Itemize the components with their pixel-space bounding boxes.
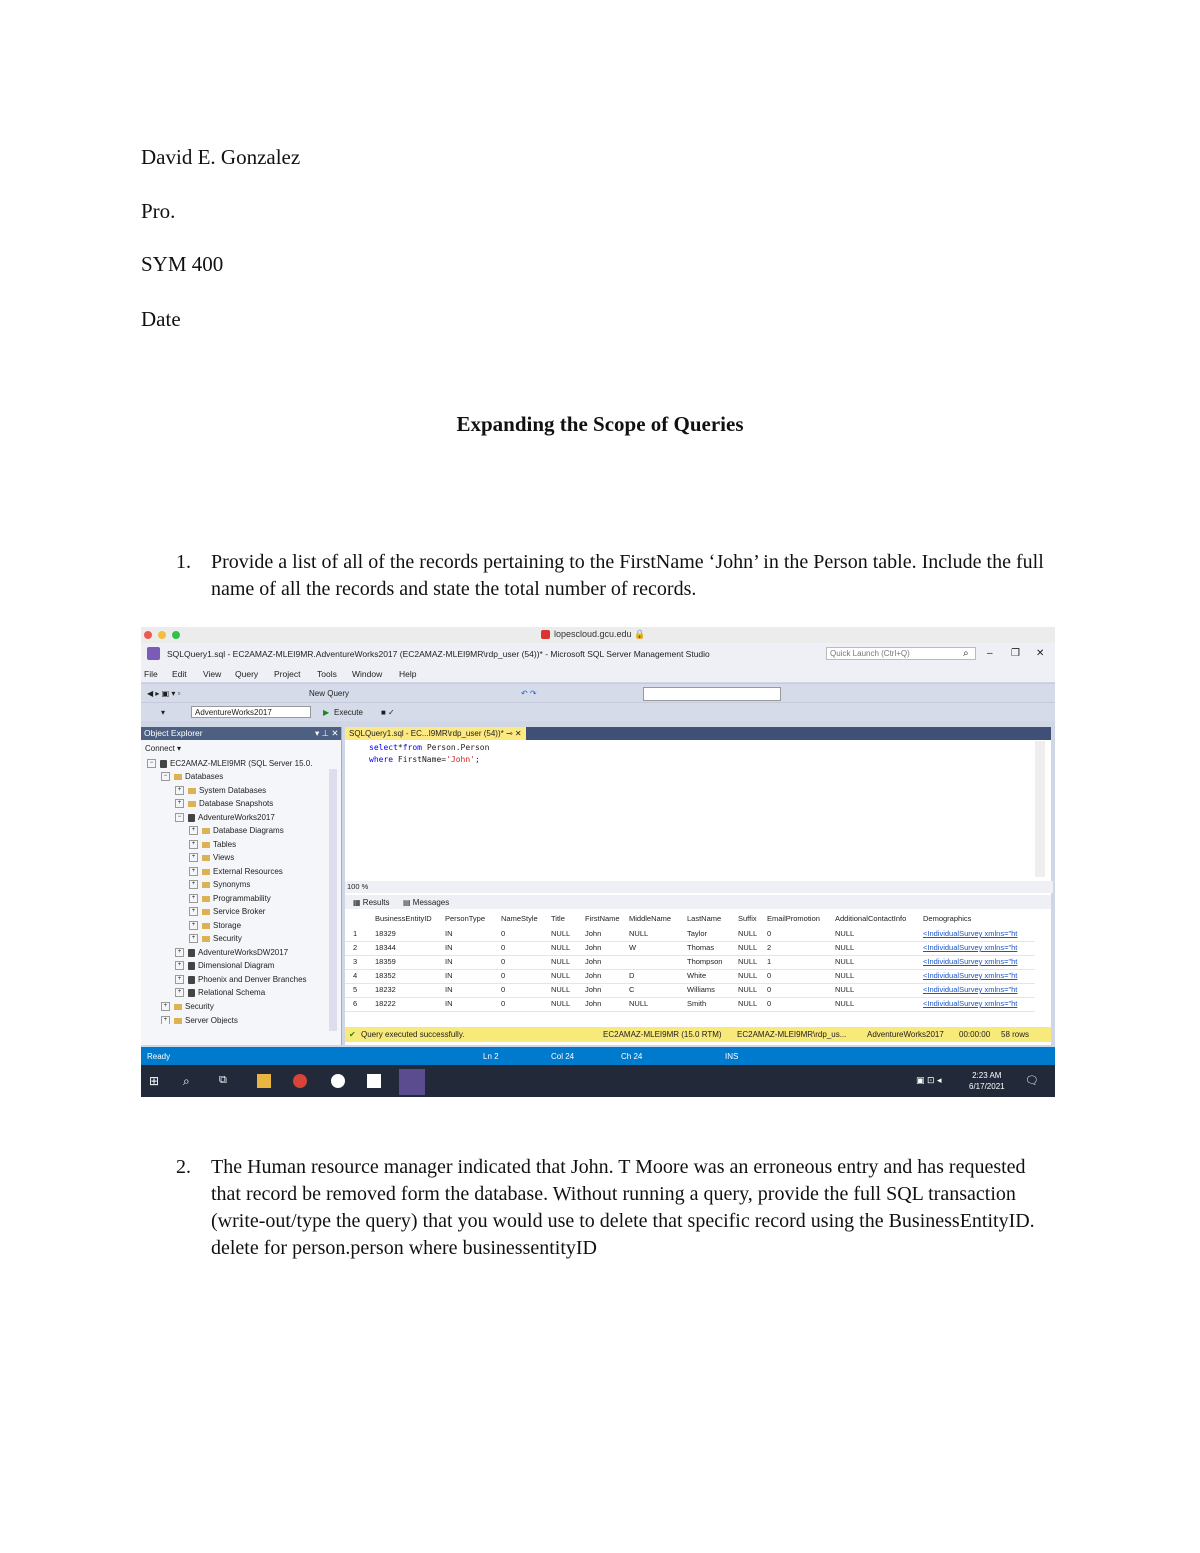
table-cell: 2 (767, 943, 772, 952)
column-header[interactable]: PersonType (445, 914, 486, 923)
table-row[interactable] (345, 955, 1035, 956)
query-status: Query executed successfully. (361, 1030, 465, 1039)
table-cell: IN (445, 943, 453, 952)
table-cell: NULL (835, 957, 855, 966)
table-cell: NULL (738, 985, 758, 994)
table-row[interactable] (345, 983, 1035, 984)
tree-item[interactable]: + Phoenix and Denver Branches (175, 975, 307, 984)
question-text: The Human resource manager indicated that John. T Moore was an erroneous entry and has requested that record be removed form the database. Without running a query, provide the full SQL transaction (write-out/type the query) that you would use to delete that specific record using the BusinessEntityID. delete for person.person where businessentityID (211, 1156, 1035, 1259)
tree-item[interactable]: + Security (161, 1002, 214, 1011)
query-tab[interactable]: SQLQuery1.sql - EC...I9MR\rdp_user (54))* ⊸ ✕ (345, 727, 526, 740)
column-header[interactable]: EmailPromotion (767, 914, 820, 923)
table-row[interactable] (345, 941, 1035, 942)
close-dot-icon[interactable] (144, 631, 152, 639)
column-header[interactable]: AdditionalContactInfo (835, 914, 907, 923)
table-cell: Thompson (687, 957, 723, 966)
table-cell: 18329 (375, 929, 396, 938)
window-title: SQLQuery1.sql - EC2AMAZ-MLEI9MR.AdventureWorks2017 (EC2AMAZ-MLEI9MR\rdp_user (54))* - Microsoft SQL Server Management Studio (167, 649, 710, 659)
table-cell: White (687, 971, 707, 980)
execute-button[interactable]: Execute (334, 708, 363, 717)
ssms-task-icon[interactable] (399, 1069, 425, 1095)
table-cell: John (585, 943, 602, 952)
object-explorer (141, 727, 342, 1045)
results-tab[interactable]: ▦ Results (353, 898, 390, 907)
table-cell: John (585, 999, 602, 1008)
tree-item[interactable]: + Relational Schema (175, 988, 265, 997)
standard-toolbar (141, 683, 1055, 702)
row-number[interactable]: 1 (353, 929, 358, 938)
restore-icon[interactable]: ❐ (1011, 648, 1020, 659)
code-line-1[interactable]: select*from Person.Person (369, 743, 490, 752)
menu-bar (141, 665, 1055, 682)
results-tabs (345, 895, 1051, 909)
table-cell: NULL (835, 999, 855, 1008)
minimize-icon[interactable]: – (987, 648, 993, 659)
table-cell: 1 (767, 957, 772, 966)
table-cell: 18222 (375, 999, 396, 1008)
table-cell[interactable]: <IndividualSurvey xmlns="ht (923, 929, 1018, 938)
tree-server[interactable]: − EC2AMAZ-MLEI9MR (SQL Server 15.0. (147, 759, 312, 768)
question-text: Provide a list of all of the records pertaining to the FirstName ‘John’ in the Person table. Include the full name of all the records and state the total number of records. (211, 551, 1044, 600)
messages-tab[interactable]: ▤ Messages (403, 898, 450, 907)
table-cell: NULL (738, 971, 758, 980)
table-cell: 0 (767, 929, 772, 938)
column-header[interactable]: Suffix (738, 914, 757, 923)
filter-icon[interactable]: ▾ (161, 708, 166, 717)
insert-mode: INS (725, 1052, 739, 1061)
table-cell: NULL (629, 929, 649, 938)
table-cell: 0 (501, 971, 506, 980)
table-cell: IN (445, 971, 453, 980)
column-header[interactable]: LastName (687, 914, 722, 923)
column-header[interactable]: Title (551, 914, 565, 923)
table-cell: 18352 (375, 971, 396, 980)
windows-taskbar (141, 1065, 1055, 1097)
table-cell: IN (445, 999, 453, 1008)
row-number[interactable]: 4 (353, 971, 358, 980)
table-cell: 0 (501, 999, 506, 1008)
results-grid (345, 911, 1051, 1021)
table-cell: NULL (835, 985, 855, 994)
file-explorer-icon[interactable] (257, 1074, 271, 1088)
table-cell: NULL (551, 971, 571, 980)
menu-project[interactable]: Project (274, 669, 301, 679)
lock-icon: 🔒 (634, 629, 646, 639)
database-select[interactable]: AdventureWorks2017 (191, 706, 311, 718)
question-number: 2. (176, 1156, 191, 1178)
menu-view[interactable]: View (203, 669, 222, 679)
object-explorer-header: Object Explorer ▾ ⊥ ✕ (141, 727, 341, 740)
table-cell: 0 (767, 971, 772, 980)
browser-url[interactable]: lopescloud.gcu.edu 🔒 (541, 629, 645, 640)
status-user: EC2AMAZ-MLEI9MR\rdp_us... (737, 1030, 847, 1039)
ready-text: Ready (147, 1052, 171, 1061)
table-cell: Smith (687, 999, 707, 1008)
table-cell: 0 (501, 943, 506, 952)
tree-item[interactable]: + Service Broker (189, 907, 265, 916)
table-cell: Taylor (687, 929, 708, 938)
table-row[interactable] (345, 1011, 1035, 1012)
tree-item[interactable]: + Security (189, 934, 242, 943)
status-rows: 58 rows (1001, 1030, 1030, 1039)
tree-item[interactable]: + Database Diagrams (189, 826, 284, 835)
status-time: 00:00:00 (959, 1030, 991, 1039)
table-cell: C (629, 985, 635, 994)
table-cell: NULL (738, 943, 758, 952)
question-number: 1. (176, 551, 191, 573)
tray-icons[interactable]: ▣ ⊡ ◂ (916, 1075, 942, 1085)
table-cell: John (585, 957, 602, 966)
table-cell[interactable]: <IndividualSurvey xmlns="ht (923, 957, 1018, 966)
table-cell: John (585, 971, 602, 980)
table-cell: NULL (551, 999, 571, 1008)
execute-icon: ▶ (323, 708, 330, 717)
menu-edit[interactable]: Edit (172, 669, 187, 679)
tree-item[interactable]: + Database Snapshots (175, 799, 273, 808)
connect-button[interactable]: Connect ▾ (145, 744, 182, 753)
table-cell: NULL (551, 985, 571, 994)
menu-window[interactable]: Window (352, 669, 383, 679)
tree-item[interactable]: + Programmability (189, 894, 271, 903)
search-icon[interactable]: ⌕ (183, 1074, 190, 1088)
table-cell: NULL (835, 929, 855, 938)
toolbar-search-box[interactable] (643, 687, 781, 701)
table-cell: John (585, 985, 602, 994)
messages-icon: ▤ (403, 898, 411, 907)
tree-item[interactable]: + Views (189, 853, 234, 862)
query-editor (345, 727, 1051, 1045)
status-database: AdventureWorks2017 (867, 1030, 944, 1039)
table-cell: NULL (738, 957, 758, 966)
tree-item[interactable]: − AdventureWorks2017 (175, 813, 275, 822)
menu-file[interactable]: File (144, 669, 158, 679)
undo-icon[interactable]: ↶ ↷ (521, 689, 537, 698)
tree-scrollbar[interactable] (329, 769, 337, 1031)
instructor: Pro. (141, 199, 176, 223)
zoom-level[interactable]: 100 % (345, 881, 1053, 893)
table-cell: NULL (551, 943, 571, 952)
row-number[interactable]: 5 (353, 985, 358, 994)
tree-item[interactable]: + Server Objects (161, 1016, 238, 1024)
minimize-dot-icon[interactable] (158, 631, 166, 639)
tab-close-icon[interactable]: ⊸ ✕ (505, 729, 522, 738)
column-header[interactable]: MiddleName (629, 914, 672, 923)
success-icon: ✔ (349, 1030, 356, 1039)
tree-item[interactable]: + AdventureWorksDW2017 (175, 948, 288, 957)
table-cell: 0 (501, 929, 506, 938)
table-cell: D (629, 971, 635, 980)
status-server: EC2AMAZ-MLEI9MR (15.0 RTM) (603, 1030, 722, 1039)
close-icon[interactable]: ✕ (1036, 648, 1045, 659)
query-status-bar (345, 1027, 1051, 1042)
table-cell: W (629, 943, 637, 952)
chrome-icon[interactable] (293, 1074, 307, 1088)
tree-item[interactable]: + Storage (189, 921, 241, 930)
table-cell: NULL (738, 999, 758, 1008)
browser-bar (141, 627, 1055, 643)
line-number: Ln 2 (483, 1052, 499, 1061)
table-cell: 18344 (375, 943, 396, 952)
table-row[interactable] (345, 997, 1035, 998)
table-cell: IN (445, 985, 453, 994)
menu-help[interactable]: Help (399, 669, 417, 679)
window-titlebar (141, 643, 1055, 665)
tree-item[interactable]: + Synonyms (189, 880, 250, 889)
table-cell: NULL (551, 957, 571, 966)
tree-item[interactable]: − Databases (161, 772, 223, 781)
maximize-dot-icon[interactable] (172, 631, 180, 639)
back-forward-icons[interactable]: ◀ ▸ ▣ ▾ ▫ (147, 689, 181, 698)
editor-tabbar (345, 727, 1051, 740)
row-number[interactable]: 3 (353, 957, 358, 966)
table-cell: 18232 (375, 985, 396, 994)
parse-icon[interactable]: ■ ✓ (381, 708, 395, 717)
tree-item[interactable]: + Tables (189, 840, 236, 849)
date: Date (141, 307, 181, 331)
table-cell: 0 (501, 985, 506, 994)
char-number: Ch 24 (621, 1052, 643, 1061)
table-cell: NULL (629, 999, 649, 1008)
table-cell[interactable]: <IndividualSurvey xmlns="ht (923, 943, 1018, 952)
table-cell: 0 (767, 999, 772, 1008)
menu-tools[interactable]: Tools (317, 669, 337, 679)
table-row[interactable] (345, 969, 1035, 970)
table-cell: IN (445, 957, 453, 966)
column-header[interactable]: FirstName (585, 914, 620, 923)
grid-icon: ▦ (353, 898, 361, 907)
task-view-icon[interactable]: ⧉ (219, 1074, 227, 1086)
column-header[interactable]: Demographics (923, 914, 972, 923)
table-cell: John (585, 929, 602, 938)
document-icon[interactable] (367, 1074, 381, 1088)
pin-close-icon[interactable]: ▾ ⊥ ✕ (315, 728, 339, 738)
row-number[interactable]: 2 (353, 943, 358, 952)
column-header[interactable]: BusinessEntityID (375, 914, 432, 923)
tree-item[interactable]: + Dimensional Diagram (175, 961, 274, 970)
table-cell: NULL (835, 971, 855, 980)
table-cell[interactable]: <IndividualSurvey xmlns="ht (923, 985, 1018, 994)
tree-item[interactable]: + External Resources (189, 867, 283, 876)
new-query-button[interactable]: New Query (309, 689, 350, 698)
tree-item[interactable]: + System Databases (175, 786, 266, 795)
notification-icon[interactable]: 🗨 (1025, 1075, 1039, 1087)
quick-launch-input[interactable]: Quick Launch (Ctrl+Q) (826, 647, 976, 660)
table-cell: 18359 (375, 957, 396, 966)
code-line-2[interactable]: where FirstName='John'; (369, 755, 480, 764)
table-cell: NULL (738, 929, 758, 938)
ssms-logo-icon (147, 647, 160, 660)
table-cell: 0 (501, 957, 506, 966)
course: SYM 400 (141, 252, 224, 276)
windows-start-icon[interactable]: ⊞ (149, 1074, 160, 1088)
table-cell: Thomas (687, 943, 715, 952)
app-icon[interactable] (331, 1074, 345, 1088)
table-cell: 0 (767, 985, 772, 994)
column-number: Col 24 (551, 1052, 575, 1061)
search-icon[interactable]: ⌕ (963, 648, 969, 659)
app-status-bar (141, 1047, 1055, 1065)
author-name: David E. Gonzalez (141, 145, 301, 169)
column-header[interactable]: NameStyle (501, 914, 538, 923)
site-icon (541, 630, 550, 639)
ssms-screenshot (141, 627, 1055, 1097)
table-cell: Williams (687, 985, 715, 994)
document-title: Expanding the Scope of Queries (456, 412, 744, 436)
system-clock[interactable]: 2:23 AM 6/17/2021 (969, 1071, 1005, 1091)
table-cell: IN (445, 929, 453, 938)
menu-query[interactable]: Query (235, 669, 259, 679)
table-cell: NULL (835, 943, 855, 952)
table-cell[interactable]: <IndividualSurvey xmlns="ht (923, 999, 1018, 1008)
table-cell: NULL (551, 929, 571, 938)
row-number[interactable]: 6 (353, 999, 358, 1008)
sql-toolbar (141, 702, 1055, 721)
table-cell[interactable]: <IndividualSurvey xmlns="ht (923, 971, 1018, 980)
editor-scrollbar[interactable] (1035, 741, 1045, 877)
